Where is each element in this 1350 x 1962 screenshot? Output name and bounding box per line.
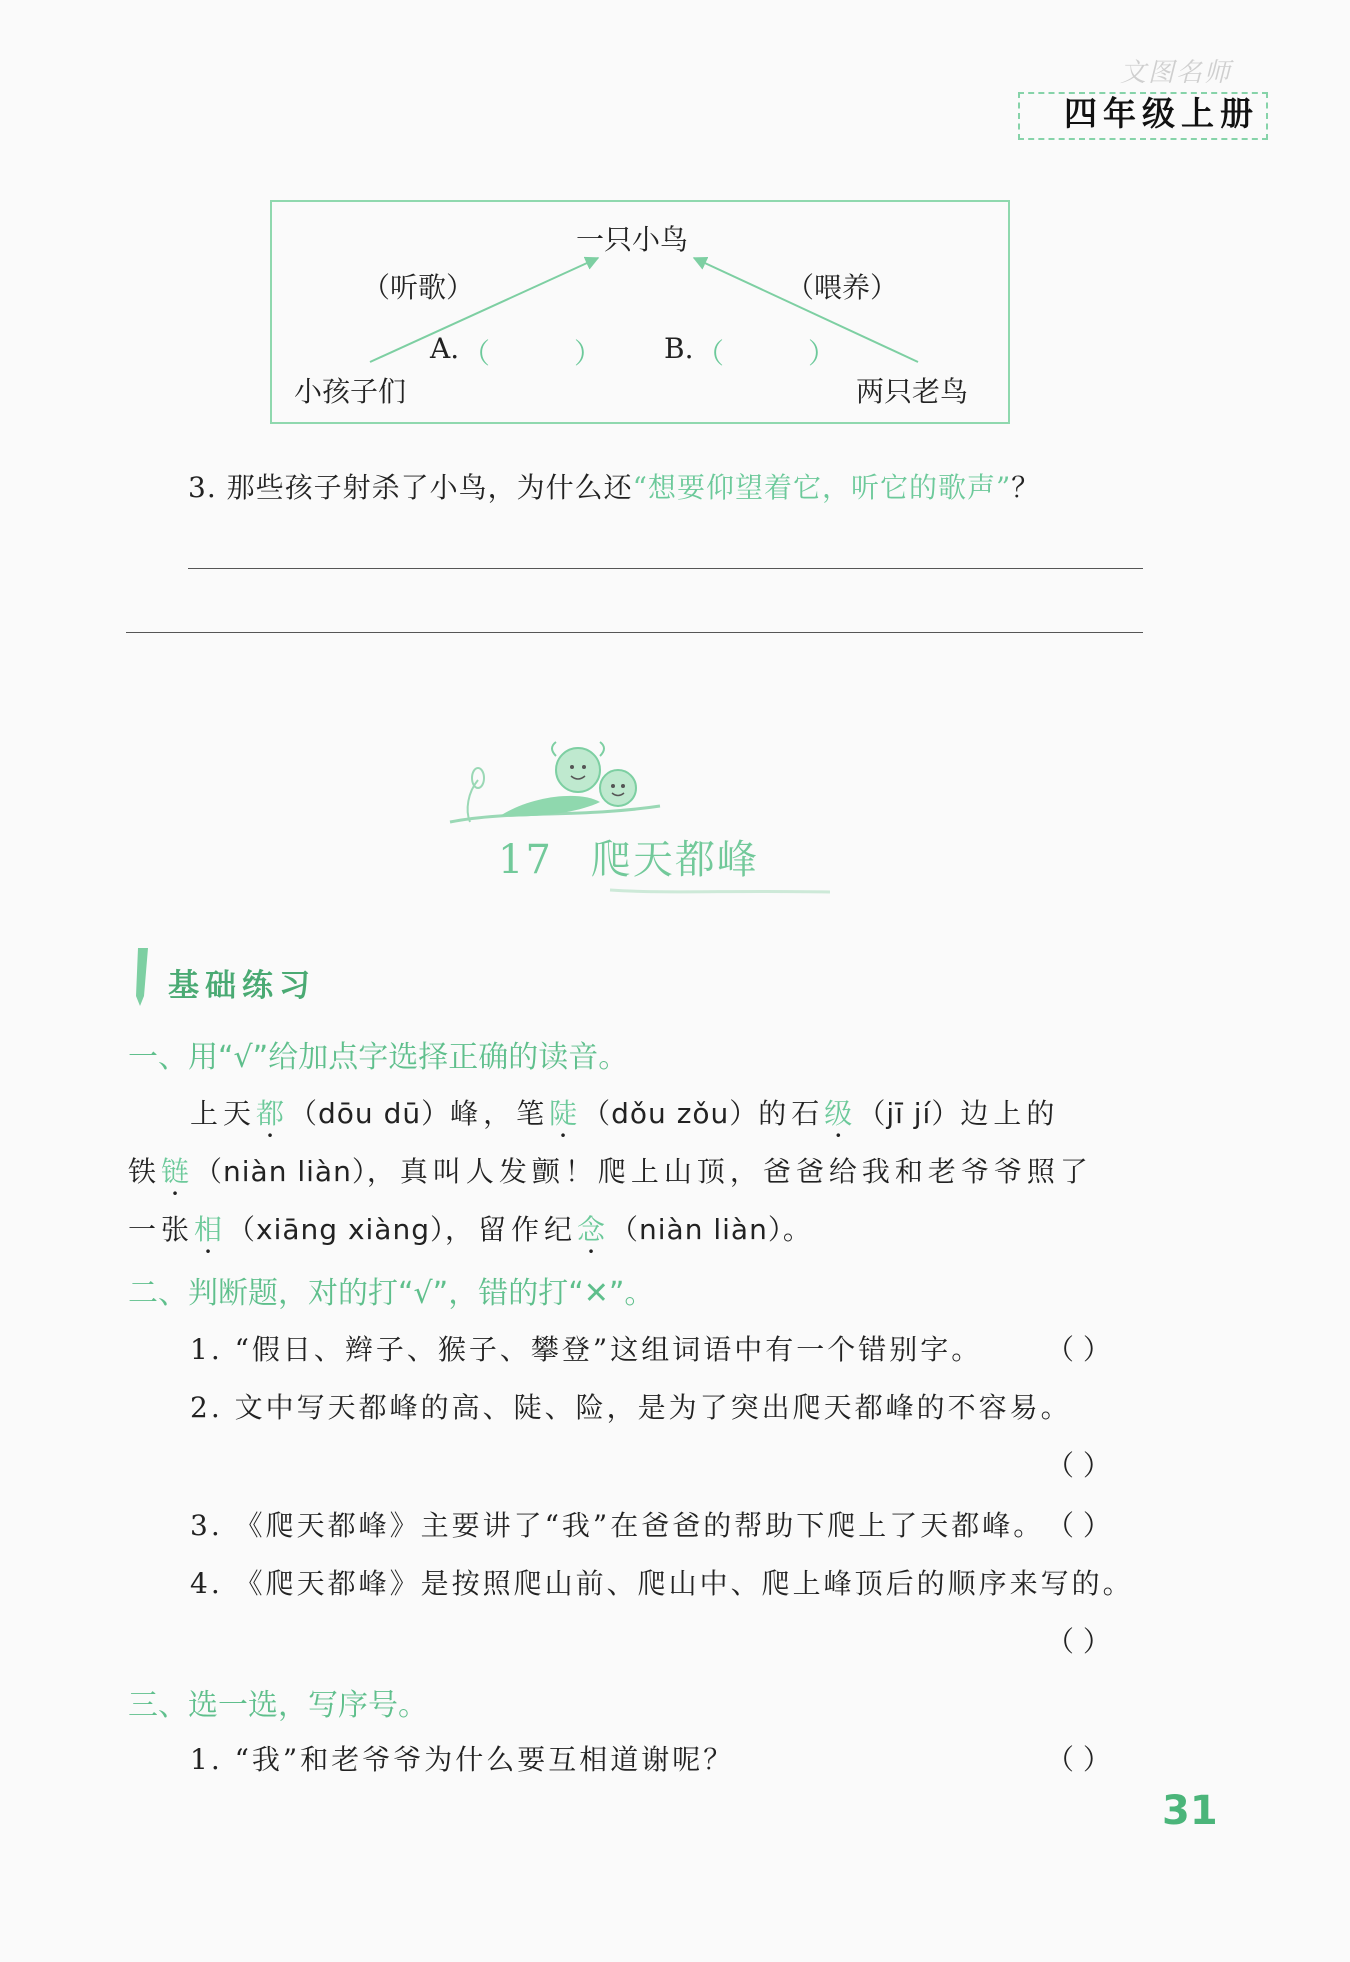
- answer-line-2[interactable]: [126, 632, 1143, 633]
- diagram-bottom-right: 两只老鸟: [856, 375, 969, 408]
- judge-item-1: 1. “假日、辫子、猴子、攀登”这组词语中有一个错别字。: [190, 1333, 983, 1366]
- basic-practice-heading: 基础练习: [168, 968, 316, 1004]
- question-3: [188, 466, 1040, 506]
- judge-answer-2[interactable]: （ ）: [1046, 1449, 1111, 1482]
- lesson-number: 17: [498, 837, 553, 883]
- judge-answer-3[interactable]: （ ）: [1046, 1509, 1111, 1542]
- answer-b-paren-open: （: [696, 337, 725, 370]
- diagram-right-label: （喂养）: [786, 271, 899, 304]
- dotted-char: 相: [194, 1213, 228, 1246]
- dotted-char: 陡: [549, 1097, 583, 1130]
- section-1-line-1: 上天都（dōu dū）峰，笔陡（dǒu zǒu）的石级（jī jí）边上的: [190, 1097, 1060, 1130]
- lesson-title: [498, 828, 759, 885]
- select-question-1: 1. “我”和老爷爷为什么要互相道谢呢？: [190, 1743, 735, 1776]
- answer-a-paren-close: ）: [574, 337, 603, 370]
- question-3-suffix: ？: [1011, 471, 1041, 504]
- diagram-bottom-left: 小孩子们: [294, 375, 407, 408]
- judge-item-3: 3. 《爬天都峰》主要讲了“我”在爸爸的帮助下爬上了天都峰。: [190, 1509, 1045, 1542]
- diagram-arrows: [0, 0, 1350, 600]
- answer-a-blank[interactable]: [500, 334, 570, 368]
- answer-b-paren-close: ）: [808, 337, 837, 370]
- answer-b-blank[interactable]: [734, 334, 804, 368]
- section-1-line-3: 一张相（xiāng xiàng），留作纪念（niàn liàn）。: [128, 1213, 816, 1246]
- section-1-line-2: 铁链（niàn liàn），真叫人发颤！爬上山顶，爸爸给我和老爷爷照了: [128, 1155, 1093, 1188]
- grade-label: 四年级上册: [1064, 94, 1259, 133]
- judge-item-2: 2. 文中写天都峰的高、陡、险，是为了突出爬天都峰的不容易。: [190, 1391, 1072, 1424]
- dotted-char: 念: [577, 1213, 611, 1246]
- select-answer-1[interactable]: （ ）: [1046, 1743, 1111, 1776]
- answer-a-paren-open: （: [462, 337, 491, 370]
- diagram-left-label: （听歌）: [362, 271, 475, 304]
- section-3-heading: 三、选一选，写序号。: [128, 1688, 428, 1723]
- section-2-heading: 二、判断题，对的打“√”，错的打“✕”。: [128, 1276, 655, 1311]
- lesson-name: 爬天都峰: [590, 837, 759, 883]
- page-number: 31: [1162, 1788, 1218, 1834]
- answer-a-label: A.: [430, 332, 460, 365]
- question-3-quote: “想要仰望着它，听它的歌声”: [632, 471, 1012, 504]
- pinyin-choice[interactable]: （jī jí）: [857, 1097, 961, 1130]
- publisher-watermark: 文图名师: [1120, 58, 1233, 88]
- pinyin-choice[interactable]: （xiāng xiàng）: [227, 1213, 445, 1246]
- answer-line-1[interactable]: [188, 568, 1143, 569]
- question-3-text: 3. 那些孩子射杀了小鸟，为什么还: [188, 471, 633, 504]
- judge-answer-4[interactable]: （ ）: [1046, 1625, 1111, 1658]
- diagram-top-node: 一只小鸟: [576, 223, 689, 256]
- judge-answer-1[interactable]: （ ）: [1046, 1333, 1111, 1366]
- answer-b-label: B.: [664, 332, 694, 365]
- pinyin-choice[interactable]: （niàn liàn）: [610, 1213, 783, 1246]
- pinyin-choice[interactable]: （dōu dū）: [289, 1097, 451, 1130]
- pencil-icon: [128, 944, 154, 1010]
- dotted-char: 链: [161, 1155, 195, 1188]
- pinyin-choice[interactable]: （dǒu zǒu）: [582, 1097, 759, 1130]
- pinyin-choice[interactable]: （niàn liàn）: [194, 1155, 367, 1188]
- judge-item-4: 4. 《爬天都峰》是按照爬山前、爬山中、爬上峰顶后的顺序来写的。: [190, 1567, 1134, 1600]
- dotted-char: 都: [256, 1097, 290, 1130]
- dotted-char: 级: [824, 1097, 858, 1130]
- section-1-heading: 一、用“√”给加点字选择正确的读音。: [128, 1040, 629, 1075]
